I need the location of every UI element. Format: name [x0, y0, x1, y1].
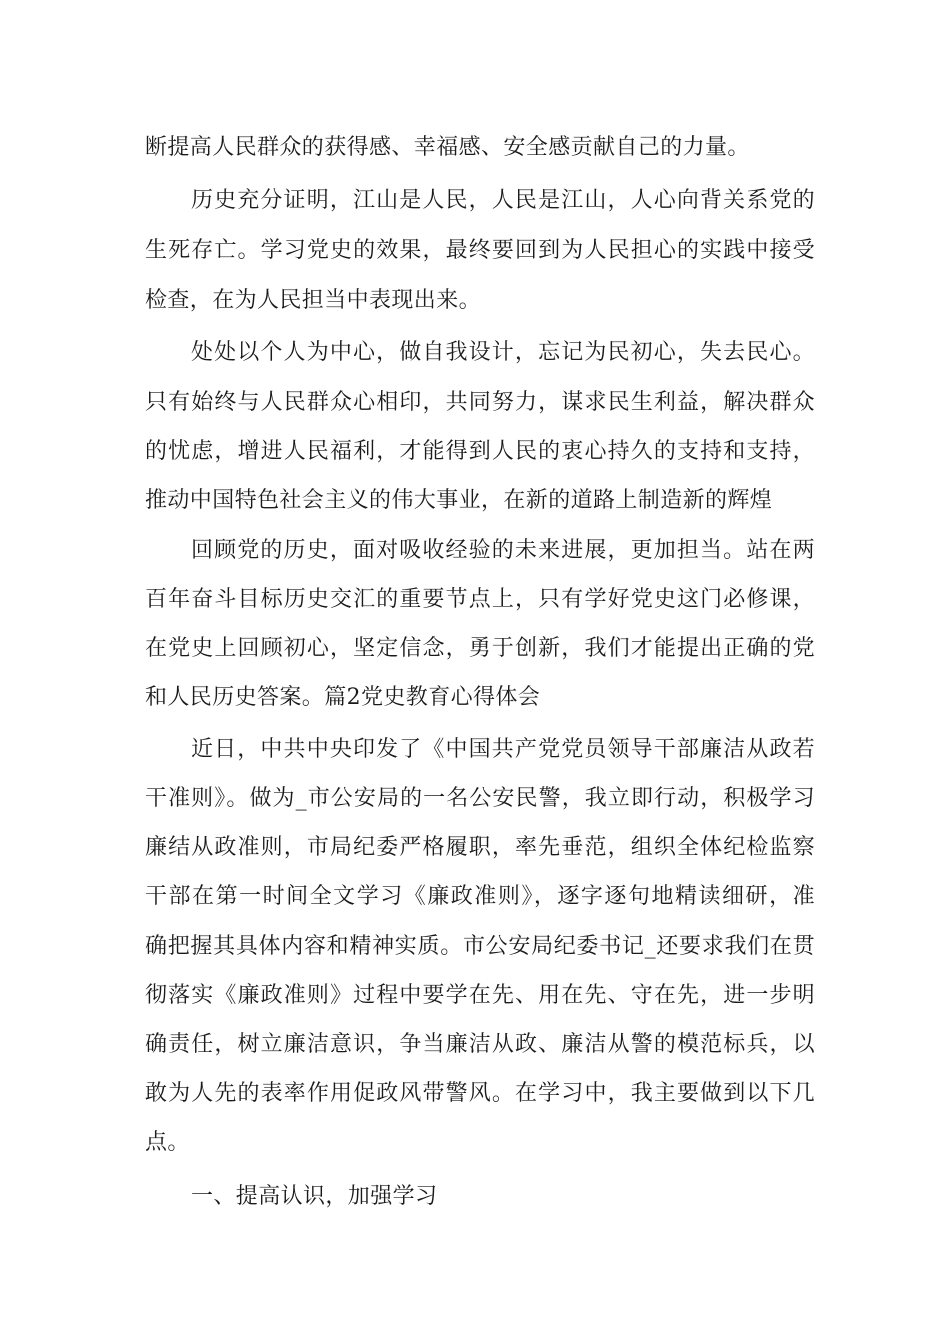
text-line: 回顾党的历史，面对吸收经验的未来进展，更加担当。站在两 [191, 538, 815, 563]
text-line: 只有始终与人民群众心相印，共同努力，谋求民生利益，解决群众 [145, 390, 815, 415]
text-line: 百年奋斗目标历史交汇的重要节点上，只有学好党史这门必修课， [145, 587, 815, 612]
text-line: 推动中国特色社会主义的伟大事业，在新的道路上制造新的辉煌 [145, 488, 773, 513]
text-line: 敢为人先的表率作用促政风带警风。在学习中，我主要做到以下几 [145, 1081, 815, 1106]
text-line: 检查，在为人民担当中表现出来。 [145, 288, 482, 313]
text-line: 历史充分证明，江山是人民，人民是江山，人心向背关系党的 [191, 188, 815, 213]
text-line: 处处以个人为中心，做自我设计，忘记为民初心，失去民心。 [191, 340, 815, 365]
text-line: 彻落实《廉政准则》过程中要学在先、用在先、守在先，进一步明 [145, 983, 815, 1008]
text-line: 干部在第一时间全文学习《廉政准则》，逐字逐句地精读细研，准 [145, 884, 815, 909]
text-line: 生死存亡。学习党史的效果，最终要回到为人民担心的实践中接受 [145, 238, 815, 263]
text-line: 在党史上回顾初心，坚定信念，勇于创新，我们才能提出正确的党 [145, 636, 815, 661]
section-heading: 一、提高认识，加强学习 [191, 1184, 438, 1209]
text-line: 廉结从政准则，市局纪委严格履职，率先垂范，组织全体纪检监察 [145, 835, 815, 860]
text-line: 和人民历史答案。篇2党史教育心得体会 [145, 685, 541, 710]
text-line: 确把握其具体内容和精神实质。市公安局纪委书记_还要求我们在贯 [145, 934, 815, 959]
text-line: 点。 [145, 1130, 190, 1155]
text-line: 近日，中共中央印发了《中国共产党党员领导干部廉洁从政若 [191, 737, 815, 762]
text-line: 确责任，树立廉洁意识，争当廉洁从政、廉洁从警的模范标兵，以 [145, 1032, 815, 1057]
text-line: 干准则》。做为_市公安局的一名公安民警，我立即行动，积极学习 [145, 786, 815, 811]
text-line: 断提高人民群众的获得感、幸福感、安全感贡献自己的力量。 [145, 135, 750, 160]
text-line: 的忧虑，增进人民福利，才能得到人民的衷心持久的支持和支持， [145, 439, 815, 464]
